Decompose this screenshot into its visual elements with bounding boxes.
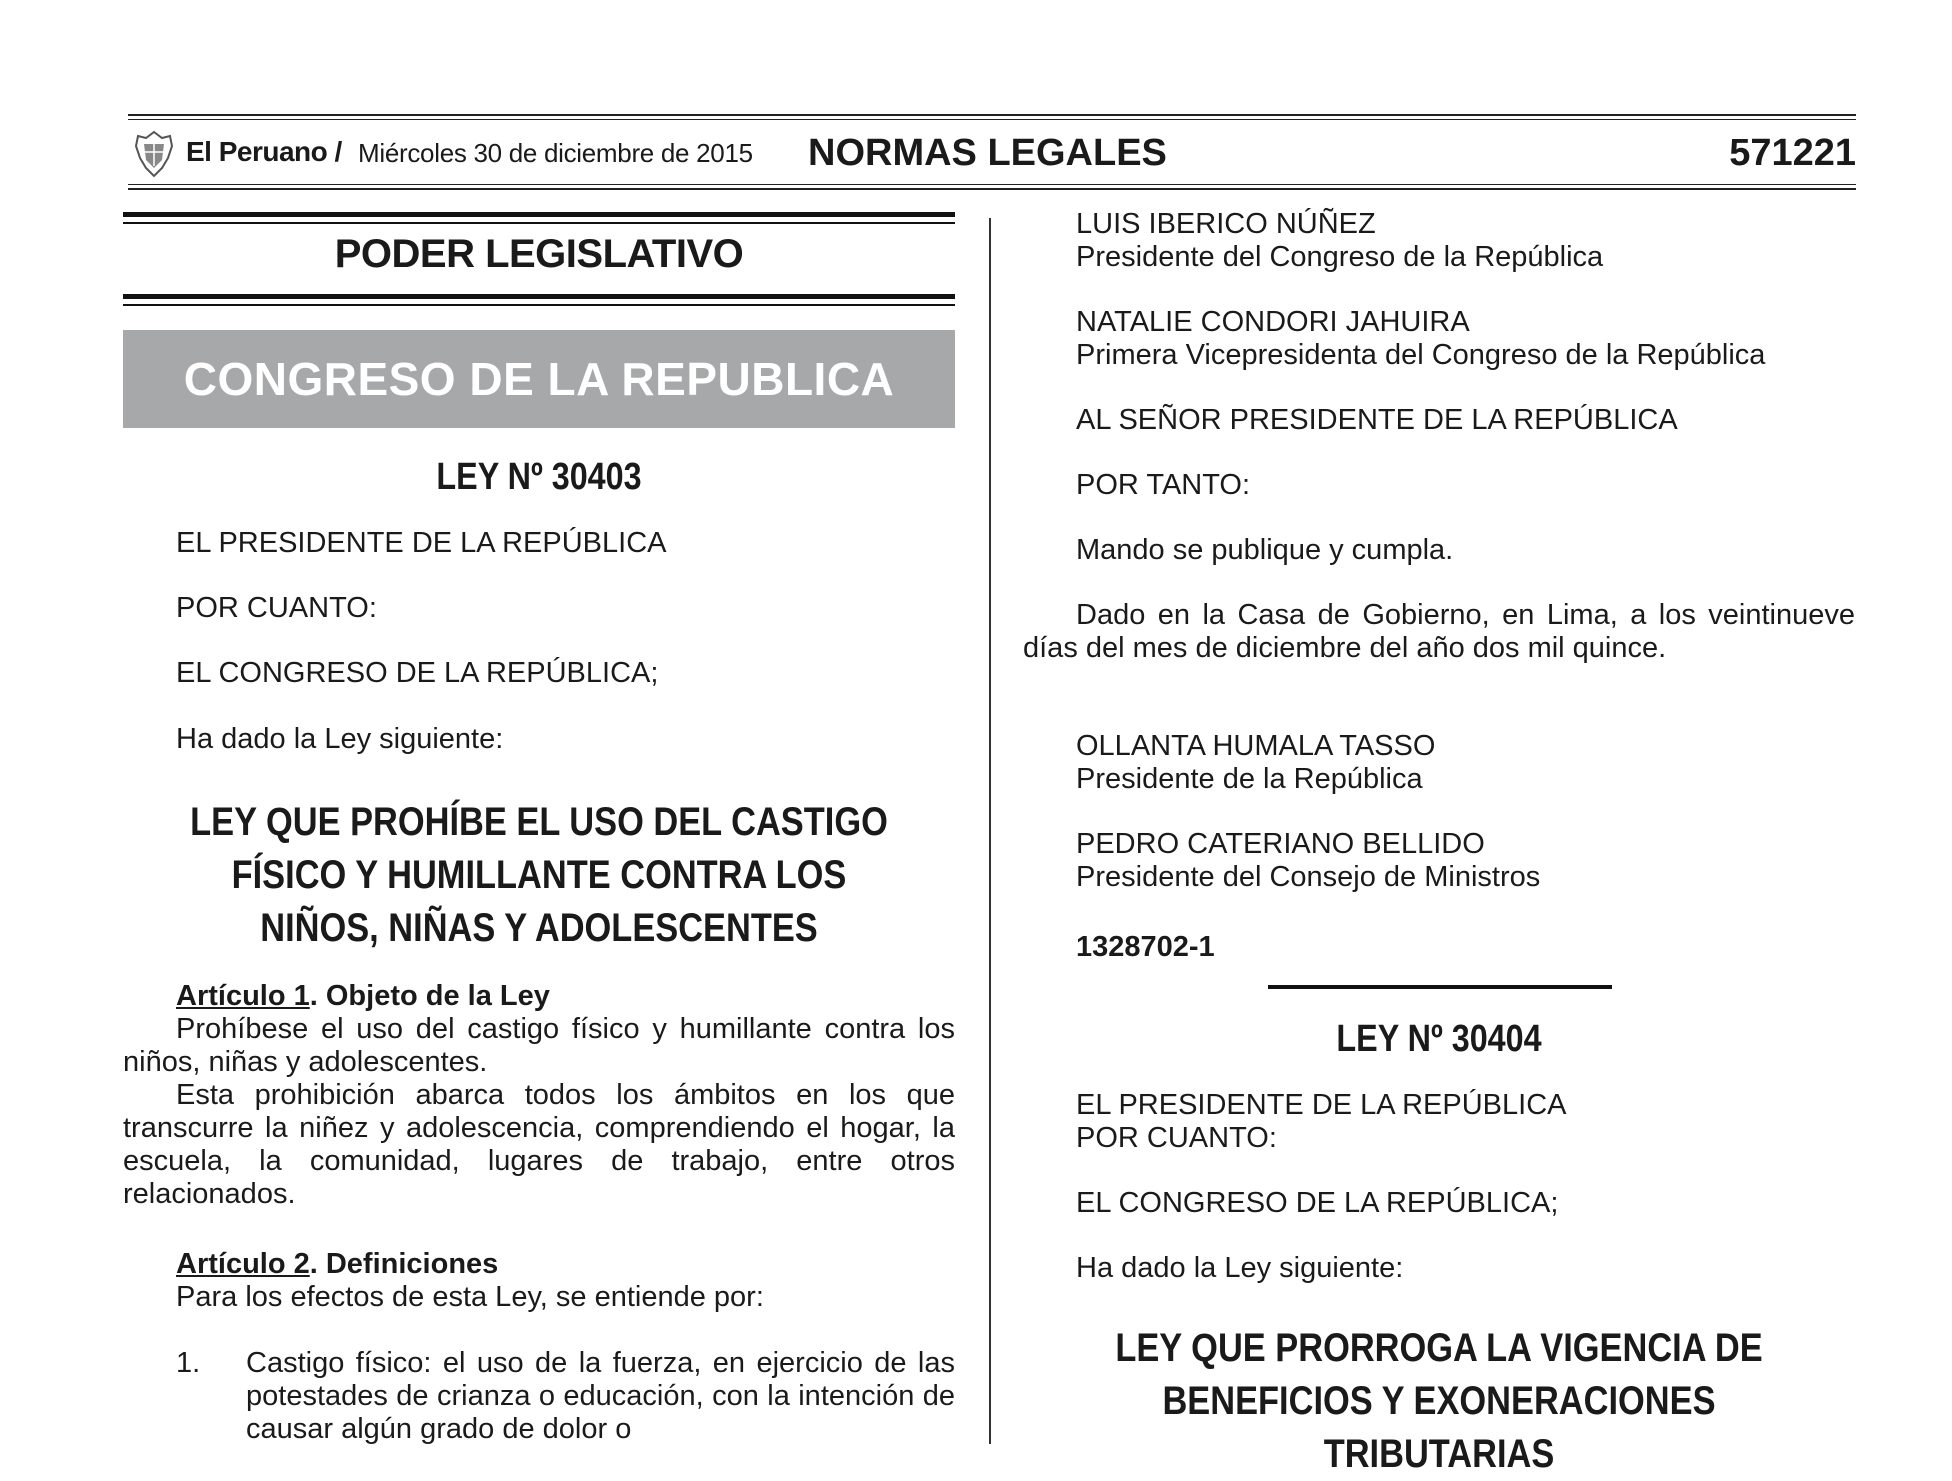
institution-banner: CONGRESO DE LA REPUBLICA: [123, 330, 955, 428]
preamble-line: EL CONGRESO DE LA REPÚBLICA;: [1076, 1187, 1559, 1219]
publication-code: 1328702-1: [1076, 931, 1215, 963]
signatory-name: OLLANTA HUMALA TASSO: [1076, 730, 1436, 762]
addressee: AL SEÑOR PRESIDENTE DE LA REPÚBLICA: [1076, 404, 1678, 436]
article-paragraph: Prohíbese el uso del castigo físico y humillante contra los niños, niñas y adolescentes.: [123, 1013, 955, 1078]
branch-heading: PODER LEGISLATIVO: [334, 232, 744, 276]
article-heading: [176, 1248, 498, 1281]
law-title-line: NIÑOS, NIÑAS Y ADOLESCENTES: [260, 906, 818, 950]
signatory-role: Presidente de la República: [1076, 763, 1423, 795]
signatory-name: PEDRO CATERIANO BELLIDO: [1076, 828, 1485, 860]
law-title: [1081, 1322, 1797, 1481]
law-number: LEY Nº 30403: [436, 456, 642, 498]
preamble-line: EL PRESIDENTE DE LA REPÚBLICA: [1076, 1089, 1567, 1121]
article-heading: [176, 980, 550, 1013]
law-title: [181, 796, 897, 955]
coat-of-arms-icon: [132, 130, 176, 178]
header-bottom-rule: [128, 184, 1856, 190]
header-top-rule: [128, 114, 1856, 120]
preamble-line: POR CUANTO:: [176, 592, 377, 624]
given-statement: [1023, 599, 1855, 665]
branch-top-rule: [123, 212, 955, 224]
mandate: Mando se publique y cumpla.: [1076, 534, 1454, 566]
article-title: . Objeto de la Ley: [309, 980, 550, 1012]
newspaper-name: El Peruano /: [186, 136, 342, 167]
signatory-name: LUIS IBERICO NÚÑEZ: [1076, 208, 1376, 240]
list-item-number: 1.: [176, 1347, 201, 1379]
article-paragraph: Esta prohibición abarca todos los ámbitos en los que transcurre la niñez y adolescencia, comprendiendo el hogar, la escuela, la comunidad, lugares de trabajo, entre otros relacionados.: [123, 1079, 955, 1210]
article-label: Artículo 1: [176, 980, 310, 1012]
preamble-line: Ha dado la Ley siguiente:: [176, 723, 504, 755]
signatory-role: Primera Vicepresidenta del Congreso de la República: [1076, 339, 1766, 371]
article-label: Artículo 2: [176, 1248, 310, 1280]
column-divider: [989, 218, 991, 1444]
law-title-line: BENEFICIOS Y EXONERACIONES TRIBUTARIAS: [1162, 1379, 1716, 1476]
law-title-line: LEY QUE PROHÍBE EL USO DEL CASTIGO: [190, 800, 888, 844]
preamble-line: EL CONGRESO DE LA REPÚBLICA;: [176, 657, 659, 689]
page-header: [128, 126, 1856, 182]
law-title-line: LEY QUE PRORROGA LA VIGENCIA DE: [1115, 1326, 1763, 1370]
article-title: . Definiciones: [309, 1248, 499, 1280]
law-number: LEY Nº 30404: [1336, 1018, 1542, 1060]
signatory-role: Presidente del Congreso de la República: [1076, 241, 1604, 273]
issue-date: Miércoles 30 de diciembre de 2015: [358, 138, 753, 168]
separator-line: [1268, 985, 1612, 989]
branch-bottom-rule: [123, 294, 955, 306]
preamble-line: EL PRESIDENTE DE LA REPÚBLICA: [176, 527, 667, 559]
preamble-line: POR CUANTO:: [1076, 1122, 1277, 1154]
signatory-name: NATALIE CONDORI JAHUIRA: [1076, 306, 1470, 338]
given-paragraph: Dado en la Casa de Gobierno, en Lima, a los veintinueve días del mes de diciembre del año dos mil quince.: [1023, 599, 1855, 664]
section-title: NORMAS LEGALES: [808, 132, 1167, 174]
preamble-line: Ha dado la Ley siguiente:: [1076, 1252, 1404, 1284]
article-intro: Para los efectos de esta Ley, se entiende por:: [176, 1281, 764, 1313]
article-body: [123, 1013, 955, 1211]
signatory-role: Presidente del Consejo de Ministros: [1076, 861, 1541, 893]
list-item-text: Castigo físico: el uso de la fuerza, en ejercicio de las potestades de crianza o educación, con la intención de causar algún grado de dolor o: [246, 1347, 955, 1445]
por-tanto: POR TANTO:: [1076, 469, 1251, 501]
law-title-line: FÍSICO Y HUMILLANTE CONTRA LOS: [231, 853, 847, 897]
page-number: 571221: [1729, 132, 1856, 174]
